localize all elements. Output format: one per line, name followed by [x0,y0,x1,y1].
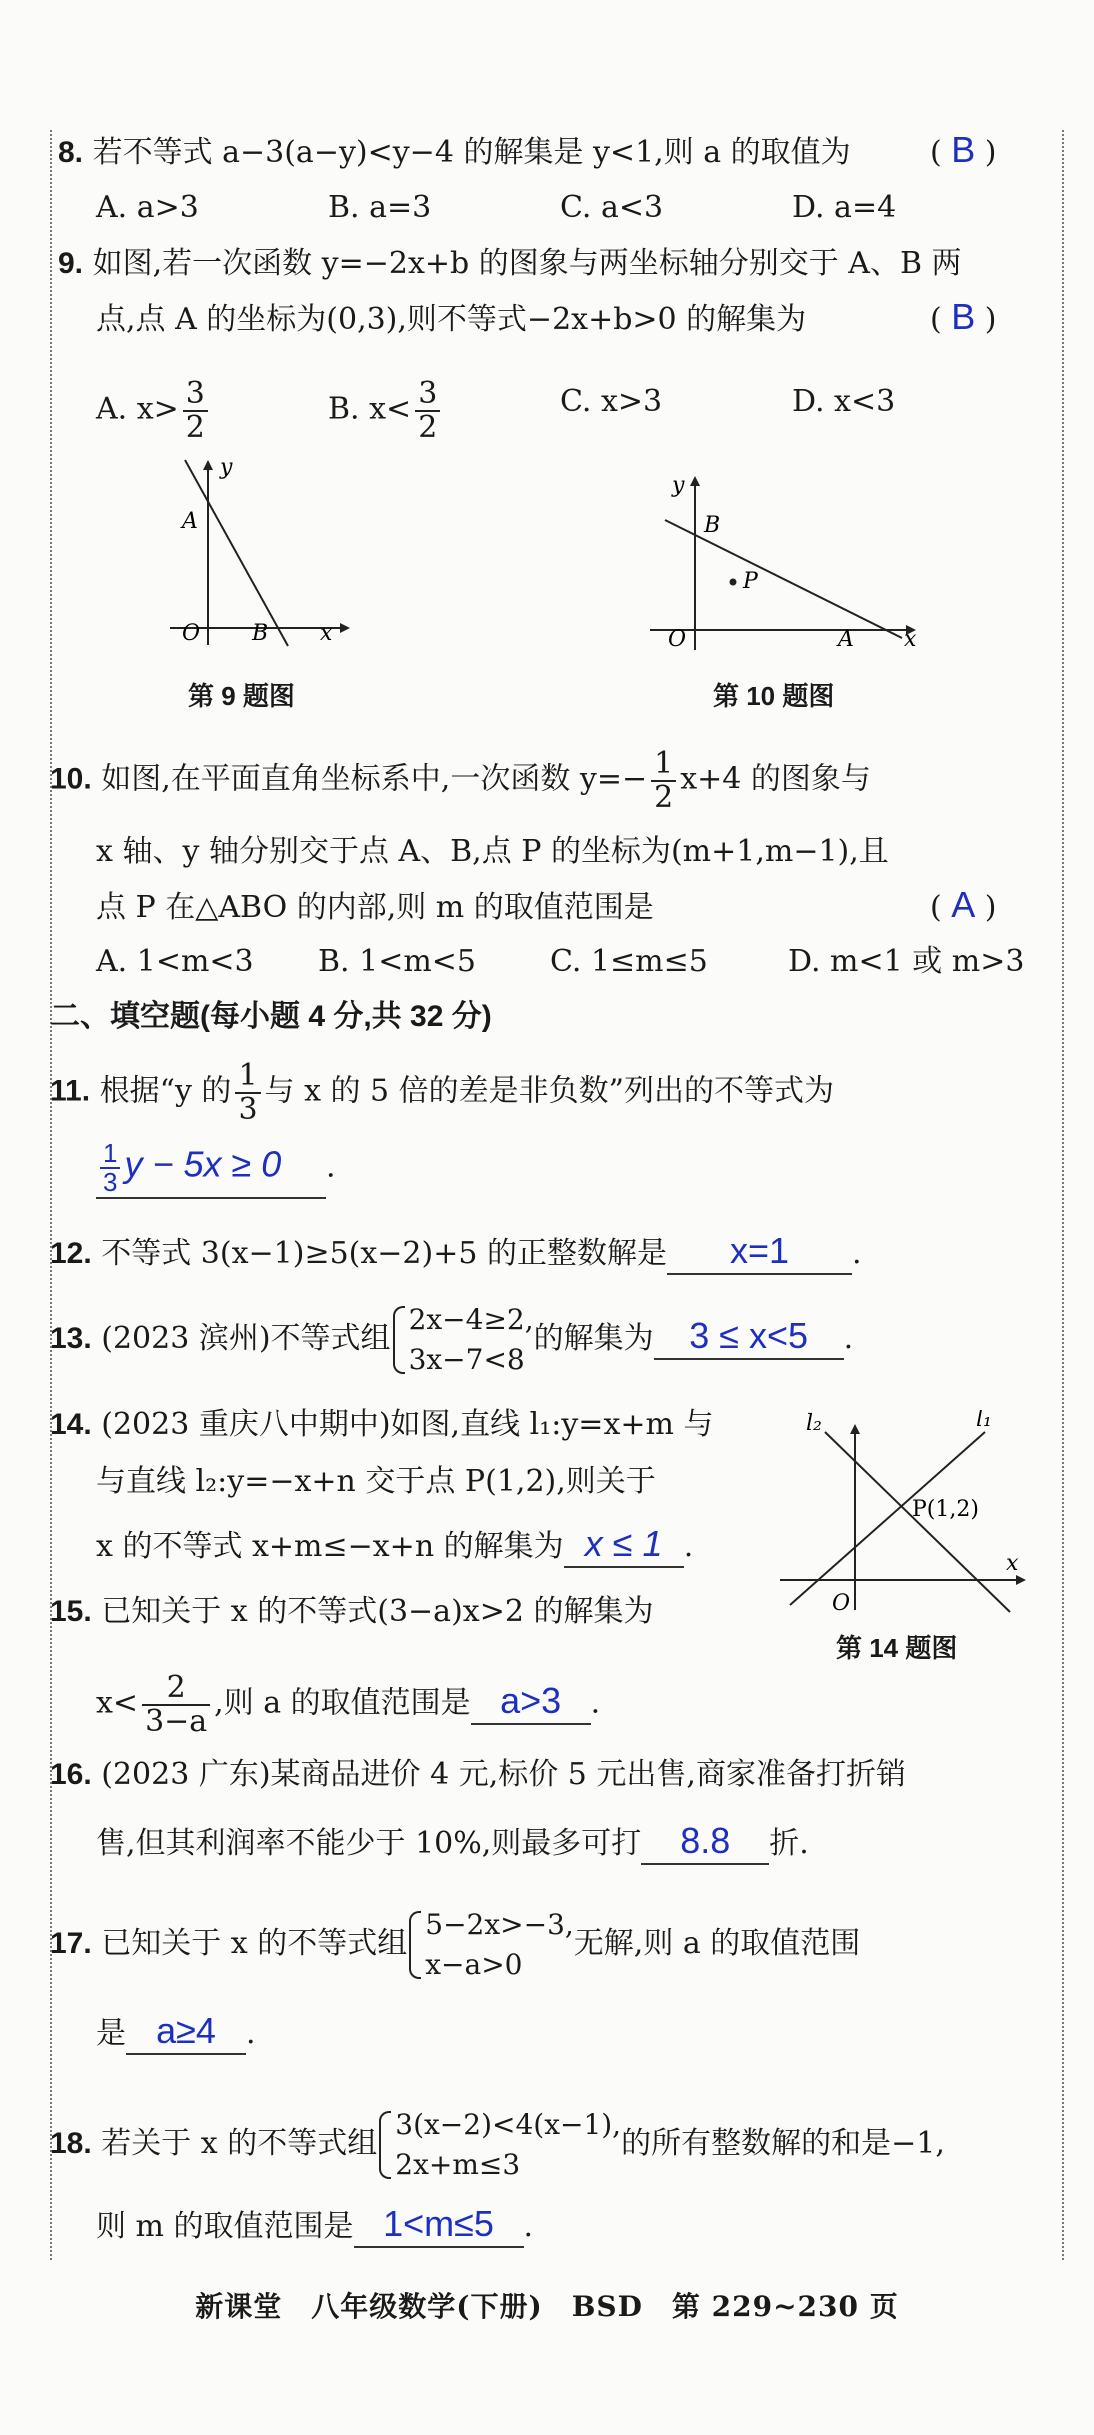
denominator: 3 [103,1167,118,1198]
option-a [96,378,212,443]
answer-text: 8.8 [680,1820,731,1861]
question-18-line2 [96,2205,533,2248]
page-footer: 新课堂 八年级数学(下册) BSD 第 229~230 页 [195,2290,899,2323]
question-number: 17. [50,1927,92,1960]
answer-blank [126,2012,246,2055]
denominator: 3−a [145,1703,208,1739]
answer-fraction [100,1140,120,1197]
question-15-line1 [50,1592,653,1632]
fraction [183,378,208,443]
punctuation: . [246,2016,256,2051]
l1-label: l₁ [976,1410,992,1432]
fraction [142,1672,210,1737]
point-p-label: P [743,569,758,594]
figure-14-caption: 第 14 题图 [836,1633,958,1663]
right-binding-line [1062,130,1064,2260]
answer-9: ( B ) [930,296,997,337]
question-stem: 点,点 A 的坐标为(0,3),则不等式−2x+b>0 的解集为 [96,302,807,337]
numerator: 1 [651,748,676,782]
answer-text: a≥4 [156,2010,216,2051]
answer-blank [471,1679,591,1725]
question-8 [58,133,851,173]
question-12 [50,1232,862,1275]
question-stem: 如图,若一次函数 y=−2x+b 的图象与两坐标轴分别交于 A、B 两 [92,246,962,281]
question-stem: x 的不等式 x+m≤−x+n 的解集为 [96,1529,564,1564]
answer-text: 1<m≤5 [383,2203,494,2244]
question-stem: 则 m 的取值范围是 [96,2209,354,2244]
question-stem: 如图,在平面直角坐标系中,一次函数 y=− [101,761,648,797]
question-stem: 若关于 x 的不等式组 [101,2126,378,2161]
option-d: D. m<1 或 m>3 [788,944,1025,979]
option-c: C. a<3 [560,190,664,225]
answer-blank [564,1525,684,1568]
answer-blank [641,1822,769,1865]
answer-text: x=1 [729,1230,789,1271]
question-stem: 与 x 的 5 倍的差是非负数”列出的不等式为 [264,1073,835,1109]
function-line [665,520,902,638]
answer-choice: A [951,884,976,925]
numerator: 3 [183,378,208,412]
question-stem: 的解集为 [533,1321,654,1356]
option-d: D. a=4 [792,190,897,225]
fraction [651,748,676,813]
figure-10-caption: 第 10 题图 [713,681,835,711]
answer-choice: B [951,129,976,170]
punctuation: . [326,1149,336,1185]
question-13 [50,1300,853,1380]
answer-blank [654,1317,844,1360]
question-stem: 是 [96,2016,126,2051]
point-p-label: P(1,2) [912,1497,979,1522]
question-stem: 根据“y 的 [99,1073,232,1109]
origin-label: O [832,1591,851,1616]
option-b: B. a=3 [328,190,432,225]
answer-choice: B [951,296,976,337]
question-stem: 已知关于 x 的不等式(3−a)x>2 的解集为 [101,1594,654,1629]
question-10-line3: 点 P 在△ABO 的内部,则 m 的取值范围是 [96,890,654,925]
punctuation: . [590,1685,601,1721]
denominator: 2 [185,409,205,445]
figure-9 [160,450,360,650]
x-axis-arrow [1016,1575,1026,1585]
punctuation: . [843,1321,854,1356]
function-line [185,460,288,646]
fraction [235,1060,260,1125]
option-c: C. 1≤m≤5 [550,944,708,979]
answer-8: ( B ) [930,129,997,170]
question-number: 16. [50,1758,92,1791]
question-17-line2 [96,2012,256,2055]
question-number: 12. [50,1237,92,1270]
question-number: 9. [58,247,84,280]
question-stem: (2023 广东)某商品进价 4 元,标价 5 元出售,商家准备打折销 [101,1757,906,1792]
point-b-label: B [252,621,269,646]
question-10-line2: x 轴、y 轴分别交于点 A、B,点 P 的坐标为(m+1,m−1),且 [96,834,889,869]
punctuation: . [851,1236,862,1271]
option-label: A. x> [96,391,179,427]
answer-text: x ≤ 1 [584,1523,663,1564]
section-title: 二、填空题(每小题 4 分,共 32 分) [50,1000,492,1033]
y-axis-arrow [690,476,700,486]
question-stem: 的所有整数解的和是−1, [621,2126,945,2161]
question-stem: x< [96,1685,139,1721]
system-row: 5−2x>−3, [425,1908,574,1941]
origin-label: O [668,627,687,652]
question-stem: (2023 重庆八中期中)如图,直线 l₁:y=x+m 与 [101,1407,714,1442]
question-number: 18. [50,2127,92,2160]
question-15-line2 [96,1672,600,1737]
question-number: 8. [58,136,84,169]
inequality-system [391,1300,534,1380]
figure-10 [640,470,930,660]
origin-label: O [182,621,201,646]
question-14-line1 [50,1405,713,1445]
option-b: B. 1<m<5 [318,944,477,979]
punctuation: . [523,2209,534,2244]
point-p [730,579,737,586]
question-stem: (2023 滨州)不等式组 [101,1321,391,1356]
question-stem: 无解,则 a 的取值范围 [573,1926,861,1961]
option-c: C. x>3 [560,384,663,419]
question-stem: 已知关于 x 的不等式组 [101,1926,408,1961]
figure-14 [770,1410,1040,1620]
x-label: x [904,627,917,652]
l2-label: l₂ [806,1411,822,1436]
y-label: y [220,455,233,480]
numerator: 2 [142,1672,210,1706]
question-number: 13. [50,1322,92,1355]
answer-text: 3 ≤ x<5 [689,1315,809,1356]
line-l2 [825,1432,1010,1612]
inequality-system [407,1905,574,1985]
answer-blank [96,1140,326,1199]
system-row: x−a>0 [425,1948,523,1981]
y-label: y [672,473,685,498]
answer-blank [667,1232,852,1275]
denominator: 2 [418,409,438,445]
question-10-line1 [50,748,871,813]
y-axis-arrow [850,1424,860,1434]
numerator: 1 [100,1140,120,1169]
y-axis-arrow [203,460,213,470]
question-9-line1 [58,244,962,284]
question-14-line2: 与直线 l₂:y=−x+n 交于点 P(1,2),则关于 [96,1464,656,1499]
denominator: 3 [238,1091,258,1127]
question-14-line3 [96,1525,693,1568]
question-number: 10. [50,762,92,796]
system-row: 2x+m≤3 [395,2148,521,2181]
system-row: 3x−7<8 [408,1343,525,1376]
denominator: 2 [654,779,674,815]
fraction [415,378,440,443]
question-11-answer [96,1140,336,1199]
x-label: x [320,621,333,646]
question-stem: 售,但其利润率不能少于 10%,则最多可打 [96,1826,642,1861]
question-number: 14. [50,1408,92,1441]
system-row: 2x−4≥2, [408,1303,534,1336]
question-9-line2 [96,300,806,340]
punctuation: 折. [769,1826,809,1861]
answer-text: y − 5x ≥ 0 [124,1143,282,1185]
answer-10: ( A ) [930,884,997,925]
x-axis-arrow [340,623,350,633]
point-a-label: A [182,509,198,534]
question-16-line2 [96,1822,809,1865]
question-number: 15. [50,1595,92,1628]
figure-9-caption: 第 9 题图 [188,681,295,711]
question-16-line1 [50,1755,906,1795]
question-17-line1 [50,1905,860,1985]
punctuation: . [683,1529,694,1564]
question-stem: 不等式 3(x−1)≥5(x−2)+5 的正整数解是 [101,1236,667,1271]
question-number: 11. [50,1074,91,1108]
option-label: B. x< [328,391,412,427]
question-18-line1 [50,2105,945,2185]
x-label: x [1006,1551,1019,1576]
inequality-system [377,2105,621,2185]
answer-text: a>3 [500,1679,562,1721]
numerator: 1 [235,1060,260,1094]
option-b [328,378,444,443]
system-row: 3(x−2)<4(x−1), [395,2108,622,2141]
question-stem: x+4 的图象与 [680,761,871,797]
question-stem: 若不等式 a−3(a−y)<y−4 的解集是 y<1,则 a 的取值为 [92,135,851,170]
point-a-label: A [838,627,854,652]
question-11-line1 [50,1060,834,1125]
answer-blank [354,2205,524,2248]
option-a: A. 1<m<3 [96,944,254,979]
option-d: D. x<3 [792,384,896,419]
numerator: 3 [415,378,440,412]
question-stem: ,则 a 的取值范围是 [214,1685,471,1721]
option-a: A. a>3 [96,190,199,225]
point-b-label: B [704,513,721,538]
